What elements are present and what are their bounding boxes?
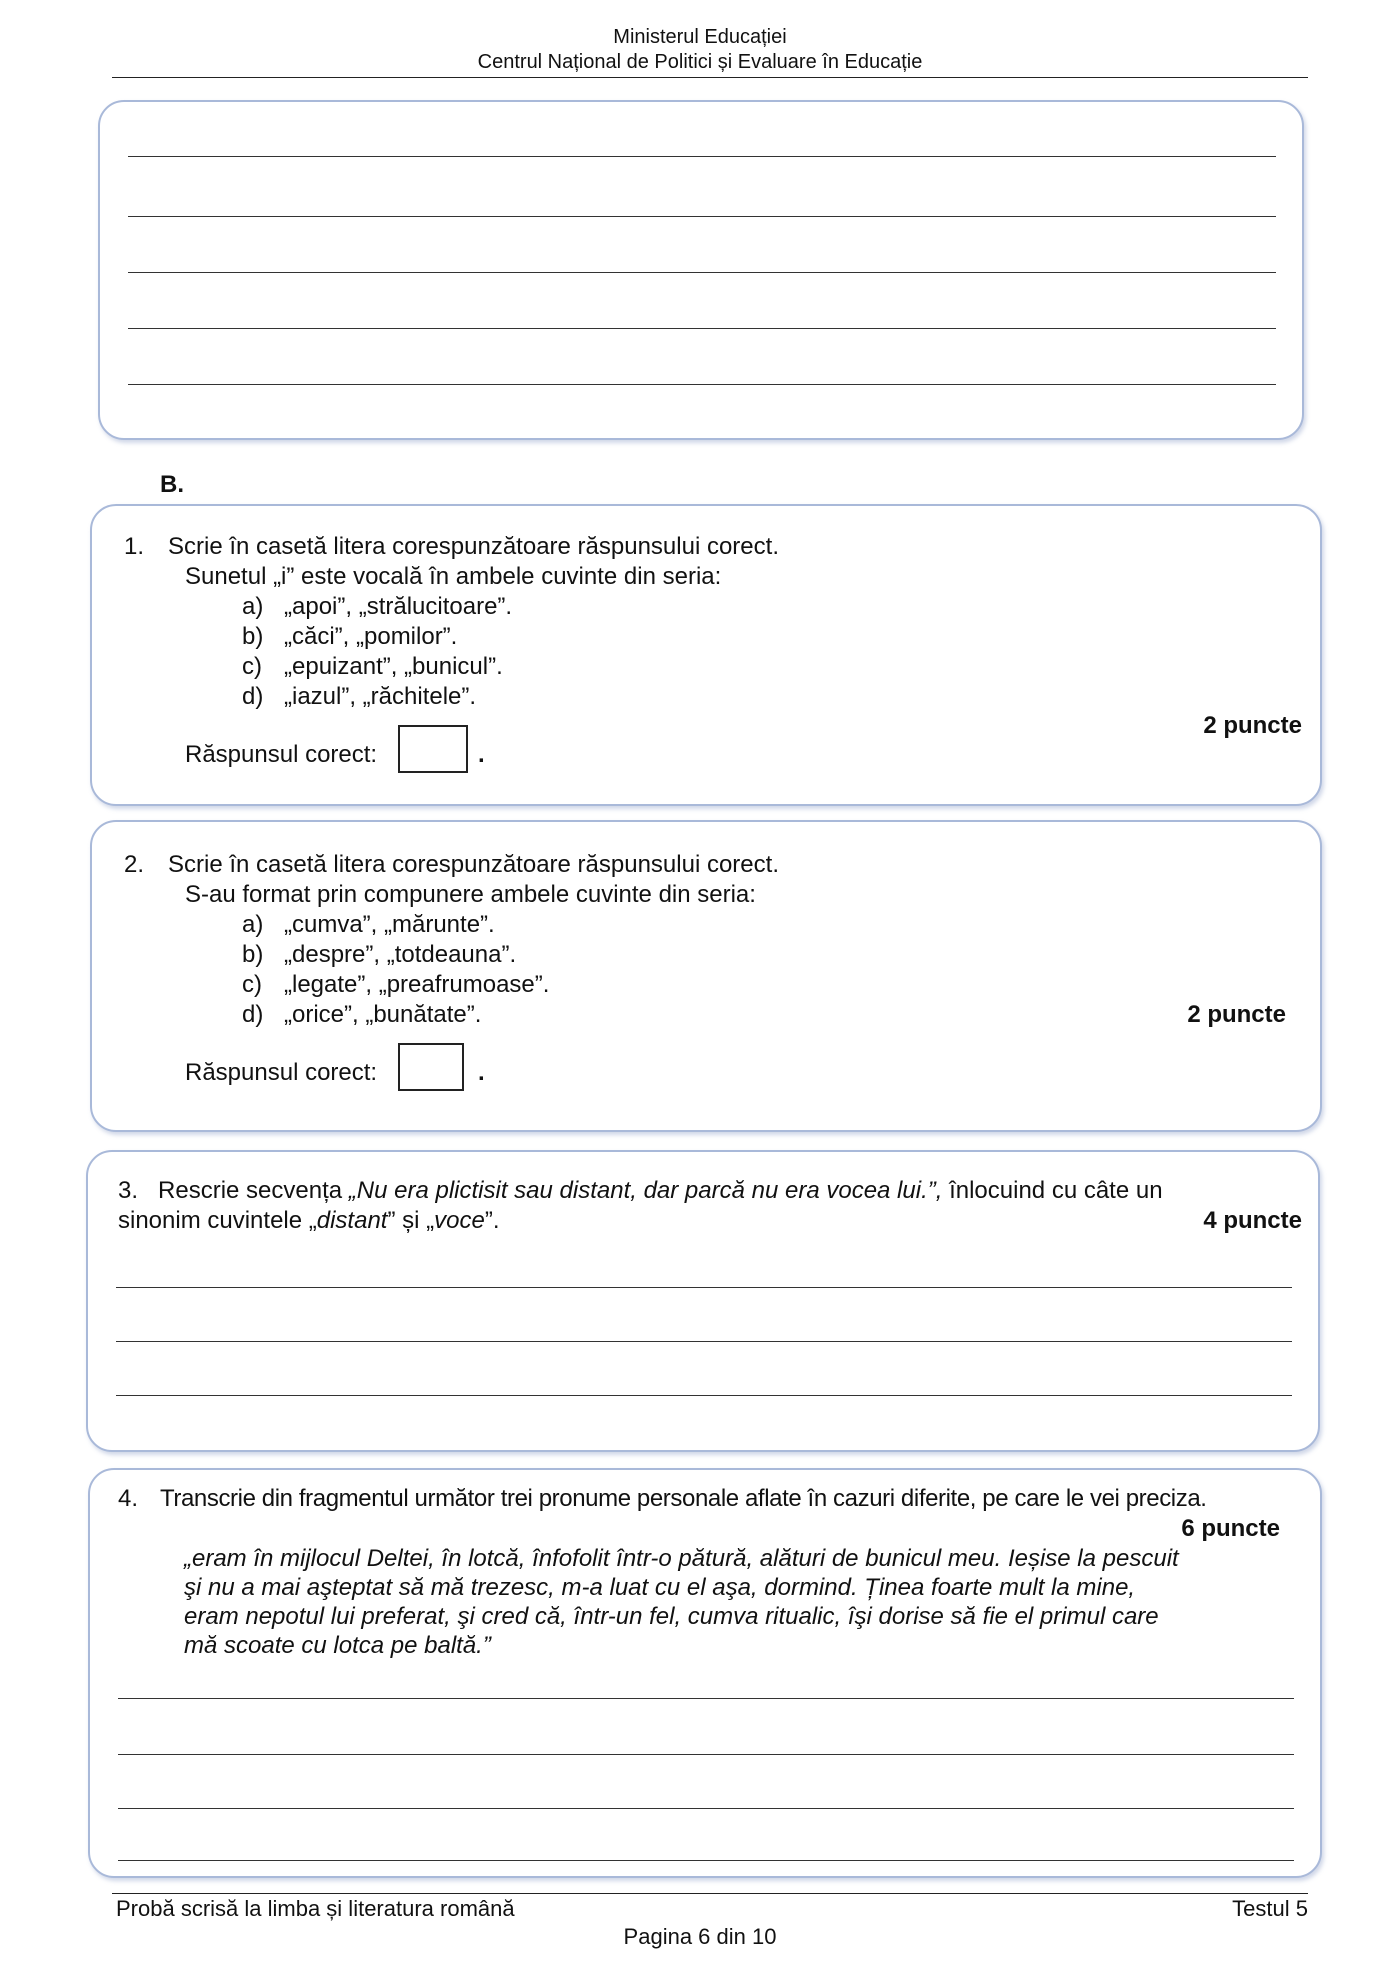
q2-option-letter: a) — [242, 911, 264, 938]
answer-line[interactable] — [116, 1287, 1292, 1288]
header-center: Centrul Național de Politici și Evaluare în Educație — [477, 51, 923, 73]
answer-line[interactable] — [116, 1395, 1292, 1396]
question-2-box — [90, 820, 1322, 1132]
answer-line[interactable] — [118, 1754, 1294, 1755]
footer-page-number: Pagina 6 din 10 — [623, 1924, 777, 1949]
q1-prompt: Sunetul „i” este vocală în ambele cuvinte din seria: — [185, 563, 722, 590]
q2-number: 2. — [124, 851, 145, 878]
q2-option-letter: c) — [242, 971, 262, 998]
header-rule — [112, 77, 1308, 78]
q3-number: 3. — [118, 1177, 139, 1204]
answer-line[interactable] — [128, 384, 1276, 385]
answer-line[interactable] — [118, 1698, 1294, 1699]
question-1-box — [90, 504, 1322, 806]
q4-points: 6 puncte — [1181, 1515, 1280, 1542]
q3-quote: „Nu era plictisit sau distant, dar parcă nu era vocea lui.”, — [348, 1177, 943, 1204]
q4-instruction: Transcrie din fragmentul următor trei pronume personale aflate în cazuri diferite, pe care le vei preciza. — [160, 1485, 1207, 1512]
q1-option-letter: c) — [242, 653, 262, 680]
question-3-box — [86, 1150, 1320, 1452]
q1-option-text: „epuizant”, „bunicul”. — [284, 653, 503, 680]
q3-text-c: sinonim cuvintele „ — [118, 1207, 317, 1234]
answer-line[interactable] — [118, 1808, 1294, 1809]
q2-option-text: „legate”, „preafrumoase”. — [284, 971, 550, 998]
q1-answer-period: . — [478, 741, 485, 768]
q1-option-text: „căci”, „pomilor”. — [284, 623, 458, 650]
footer-test-number: Testul 5 — [1232, 1896, 1308, 1921]
q2-answer-label: Răspunsul corect: — [185, 1059, 378, 1086]
q1-option-letter: b) — [242, 623, 264, 650]
q3-word1: distant — [316, 1207, 388, 1234]
q2-option-letter: d) — [242, 1001, 264, 1028]
footer-rule — [112, 1893, 1308, 1894]
q1-answer-label: Răspunsul corect: — [185, 741, 378, 768]
q4-fragment-line: şi nu a mai aşteptat să mă trezesc, m-a luat cu el aşa, dormind. Ținea foarte mult la mine, — [184, 1574, 1136, 1601]
q3-line2 — [118, 1206, 500, 1236]
q2-answer-box[interactable] — [398, 1043, 464, 1091]
q3-text-b: înlocuind cu câte un — [942, 1177, 1163, 1204]
q4-fragment-line: mă scoate cu lotca pe baltă.” — [184, 1632, 491, 1659]
q2-option-text: „orice”, „bunătate”. — [284, 1001, 482, 1028]
answer-line[interactable] — [116, 1341, 1292, 1342]
q1-instruction: Scrie în casetă litera corespunzătoare răspunsului corect. — [168, 533, 779, 560]
answer-line[interactable] — [118, 1860, 1294, 1861]
q1-option-letter: a) — [242, 593, 264, 620]
q1-option-text: „iazul”, „răchitele”. — [284, 683, 477, 710]
q2-prompt: S-au format prin compunere ambele cuvinte din seria: — [185, 881, 756, 908]
q3-text-e: ”. — [484, 1207, 500, 1234]
section-label: B. — [160, 471, 184, 498]
q2-answer-period: . — [478, 1059, 485, 1086]
q1-points: 2 puncte — [1203, 712, 1302, 739]
q2-instruction: Scrie în casetă litera corespunzătoare răspunsului corect. — [168, 851, 779, 878]
answer-line[interactable] — [128, 156, 1276, 157]
q3-text — [118, 1176, 1304, 1206]
q3-points: 4 puncte — [1203, 1207, 1302, 1234]
q4-number: 4. — [118, 1485, 139, 1512]
answer-line[interactable] — [128, 216, 1276, 217]
answer-box-continuation[interactable] — [98, 100, 1304, 440]
q1-number: 1. — [124, 533, 145, 560]
header-ministry: Ministerul Educației — [613, 26, 787, 48]
q4-fragment-line: eram nepotul lui preferat, şi cred că, într-un fel, cumva ritualic, îşi dorise să fie el primul care — [184, 1603, 1159, 1630]
q3-text-a: Rescrie secvența — [158, 1177, 349, 1204]
q1-option-letter: d) — [242, 683, 264, 710]
q2-option-text: „despre”, „totdeauna”. — [284, 941, 517, 968]
q1-answer-box[interactable] — [398, 725, 468, 773]
q1-option-text: „apoi”, „strălucitoare”. — [284, 593, 513, 620]
question-4-box — [88, 1468, 1322, 1878]
q2-points: 2 puncte — [1187, 1001, 1286, 1028]
q2-option-text: „cumva”, „mărunte”. — [284, 911, 495, 938]
answer-line[interactable] — [128, 328, 1276, 329]
answer-line[interactable] — [128, 272, 1276, 273]
q4-fragment-line: „eram în mijlocul Deltei, în lotcă, înfofolit într-o pătură, alături de bunicul meu. Ieșise la pescuit — [184, 1545, 1179, 1572]
footer-exam-title: Probă scrisă la limba și literatura română — [116, 1896, 515, 1921]
q3-text-d: ” și „ — [387, 1207, 435, 1234]
q3-word2: voce — [434, 1207, 485, 1234]
q2-option-letter: b) — [242, 941, 264, 968]
